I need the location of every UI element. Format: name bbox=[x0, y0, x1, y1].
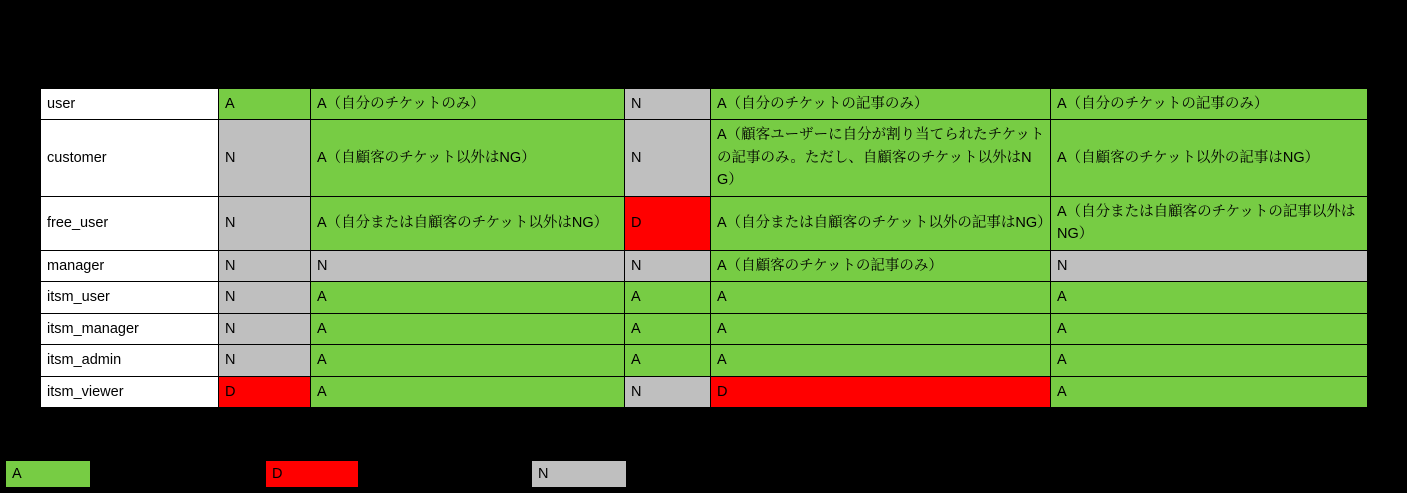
permission-cell: N bbox=[311, 250, 625, 281]
permission-cell: N bbox=[219, 196, 311, 250]
permission-cell: N bbox=[625, 89, 711, 120]
permission-cell: A bbox=[625, 345, 711, 376]
permission-cell: A（自分のチケットの記事のみ） bbox=[711, 89, 1051, 120]
permission-cell: A bbox=[311, 282, 625, 313]
table-row bbox=[41, 250, 1368, 281]
table-row bbox=[41, 120, 1368, 196]
permission-cell: N bbox=[625, 250, 711, 281]
table-row bbox=[41, 345, 1368, 376]
permission-cell: A bbox=[311, 376, 625, 407]
permission-cell: N bbox=[219, 250, 311, 281]
permission-cell: D bbox=[625, 196, 711, 250]
legend bbox=[0, 456, 1407, 493]
permission-cell: A bbox=[1051, 313, 1368, 344]
permission-cell: A（自分のチケットの記事のみ） bbox=[1051, 89, 1368, 120]
permission-cell: A bbox=[311, 313, 625, 344]
legend-deny: D bbox=[266, 461, 358, 487]
role-name: itsm_manager bbox=[41, 313, 219, 344]
permission-cell: N bbox=[625, 120, 711, 196]
permission-cell: A bbox=[219, 89, 311, 120]
permission-cell: A bbox=[1051, 376, 1368, 407]
role-name: customer bbox=[41, 120, 219, 196]
permission-cell: A bbox=[625, 313, 711, 344]
permission-cell: A（自顧客のチケット以外の記事はNG） bbox=[1051, 120, 1368, 196]
table-row bbox=[41, 196, 1368, 250]
legend-allow: A bbox=[6, 461, 90, 487]
permission-cell: N bbox=[219, 120, 311, 196]
permission-cell: A（顧客ユーザーに自分が割り当てられたチケットの記事のみ。ただし、自顧客のチケット以外はNG） bbox=[711, 120, 1051, 196]
table-row bbox=[41, 313, 1368, 344]
table-row bbox=[41, 376, 1368, 407]
permission-cell: A（自分または自顧客のチケット以外の記事はNG） bbox=[711, 196, 1051, 250]
permission-cell: A（自顧客のチケット以外はNG） bbox=[311, 120, 625, 196]
table-row bbox=[41, 282, 1368, 313]
permission-cell: A bbox=[711, 282, 1051, 313]
permission-cell: A bbox=[711, 345, 1051, 376]
permission-cell: A bbox=[711, 313, 1051, 344]
legend-none: N bbox=[532, 461, 626, 487]
role-name: free_user bbox=[41, 196, 219, 250]
role-name: itsm_viewer bbox=[41, 376, 219, 407]
role-name: itsm_user bbox=[41, 282, 219, 313]
permission-cell: N bbox=[219, 345, 311, 376]
permission-table bbox=[40, 88, 1368, 408]
role-name: itsm_admin bbox=[41, 345, 219, 376]
role-name: manager bbox=[41, 250, 219, 281]
permission-matrix bbox=[40, 88, 1367, 408]
permission-cell: A bbox=[1051, 345, 1368, 376]
permission-cell: N bbox=[625, 376, 711, 407]
permission-cell: A bbox=[625, 282, 711, 313]
permission-cell: D bbox=[219, 376, 311, 407]
permission-cell: A（自顧客のチケットの記事のみ） bbox=[711, 250, 1051, 281]
permission-cell: A（自分または自顧客のチケット以外はNG） bbox=[311, 196, 625, 250]
role-name: user bbox=[41, 89, 219, 120]
permission-cell: D bbox=[711, 376, 1051, 407]
permission-cell: N bbox=[1051, 250, 1368, 281]
permission-cell: A（自分のチケットのみ） bbox=[311, 89, 625, 120]
table-row bbox=[41, 89, 1368, 120]
permission-cell: A bbox=[311, 345, 625, 376]
permission-cell: N bbox=[219, 282, 311, 313]
permission-cell: A bbox=[1051, 282, 1368, 313]
permission-cell: N bbox=[219, 313, 311, 344]
permission-cell: A（自分または自顧客のチケットの記事以外はNG） bbox=[1051, 196, 1368, 250]
